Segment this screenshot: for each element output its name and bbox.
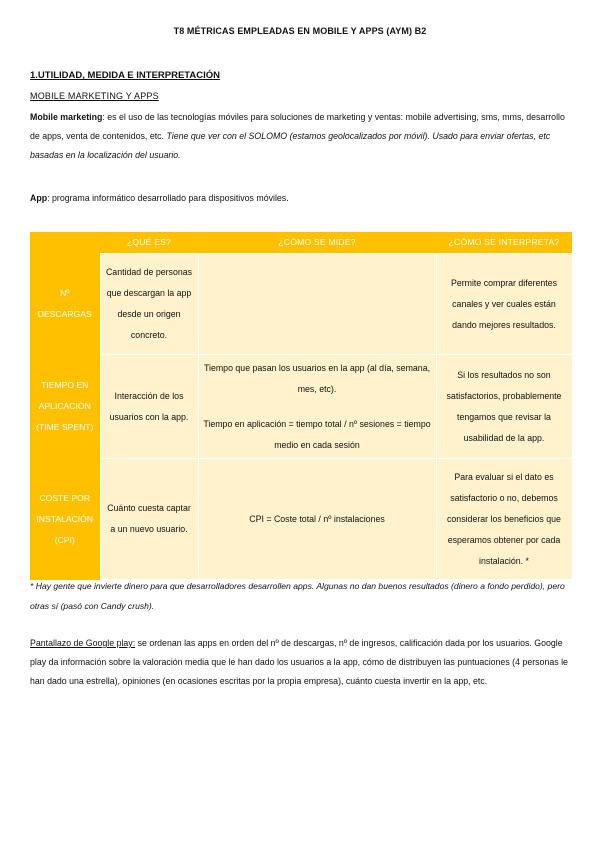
cell-interpreta: Para evaluar si el dato es satisfactorio o no, debemos considerar los beneficios que esperamos obtener por cada instalación. * [436, 459, 572, 580]
table-header-cell: ¿QUÉ ES? [100, 232, 198, 254]
cell-que-es: Cantidad de personas que descargan la app desde un origen concreto. [100, 254, 198, 355]
term-mobile-marketing: Mobile marketing [30, 112, 103, 122]
row-label: TIEMPO EN APLICACIÓN (TIME SPENT) [30, 355, 100, 459]
cell-como-se-mide [198, 254, 436, 355]
table-header-cell: ¿CÓMO SE MIDE? [198, 232, 436, 254]
paragraph-italic-text: Tiene que ver con el SOLOMO (estamos geolocalizados por móvil). Usado para enviar ofertas, etc basadas en la localización del usuario. [30, 131, 551, 161]
paragraph-text: se ordenan las apps en orden del nº de descargas, nº de ingresos, calificación dada por los usuarios. Google play da información sobre la valoración media que le han dado los usuarios a la app, cómo de distribuyen las puntuaciones (4 personas le han dado una estrella), opiniones (en ocasiones escritas por la propia empresa), cuánto cuesta invertir en la app, etc. [30, 638, 568, 687]
table-row [30, 254, 572, 355]
page-title: T8 MÉTRICAS EMPLEADAS EN MOBILE Y APPS (AYM) B2 [173, 26, 427, 36]
cell-text: CPI = Coste total / nº instalaciones [249, 513, 385, 524]
cell-text: Tiempo que pasan los usuarios en la app (al día, semana, mes, etc). [203, 362, 431, 394]
cell-interpreta: Permite comprar diferentes canales y ver cuales están dando mejores resultados. [436, 254, 572, 355]
table-header-cell: ¿CÓMO SE INTERPRETA? [436, 232, 572, 254]
cell-como-se-mide [198, 355, 436, 459]
term-google-play: Pantallazo de Google play: [30, 638, 136, 648]
paragraph-text: : programa informático desarrollado para dispositivos móviles. [47, 193, 289, 203]
metrics-table [30, 232, 573, 580]
paragraph-mobile-marketing [30, 108, 572, 166]
cell-que-es: Cuánto cuesta captar a un nuevo usuario. [100, 459, 198, 580]
cell-interpreta: Si los resultados no son satisfactorios, probablemente tengamos que revisar la usabilidad de la app. [436, 355, 572, 459]
term-app: App [30, 193, 48, 203]
footnote: * Hay gente que invierte dinero para que desarrolladores desarrollen apps. Algunas no dan buenos resultados (dinero a fondo perdido), pero otras sí (pasó con Candy crush). [30, 581, 565, 611]
row-label: COSTE POR INSTALACIÓN (CPI) [30, 459, 100, 580]
paragraph-text: : es el uso de las tecnologías móviles para soluciones de marketing y ventas: mobile advertising, sms, mms, desarrollo de apps, venta de contenidos, etc. [30, 112, 565, 142]
cell-que-es: Interacción de los usuarios con la app. [100, 355, 198, 459]
subsection-heading: MOBILE MARKETING Y APPS [30, 91, 159, 101]
cell-text: Tiempo en aplicación = tiempo total / nº sesiones = tiempo medio en cada sesión [203, 418, 431, 450]
table-row [30, 355, 572, 459]
table-row [30, 459, 572, 580]
cell-como-se-mide [198, 459, 436, 580]
paragraph-app [30, 189, 572, 208]
row-label: Nº DESCARGAS [30, 254, 100, 355]
section-heading: 1.UTILIDAD, MEDIDA E INTERPRETACIÓN [30, 70, 221, 81]
paragraph-google-play [30, 634, 572, 692]
table-header-row [30, 232, 572, 254]
table-header-cell [30, 232, 100, 254]
